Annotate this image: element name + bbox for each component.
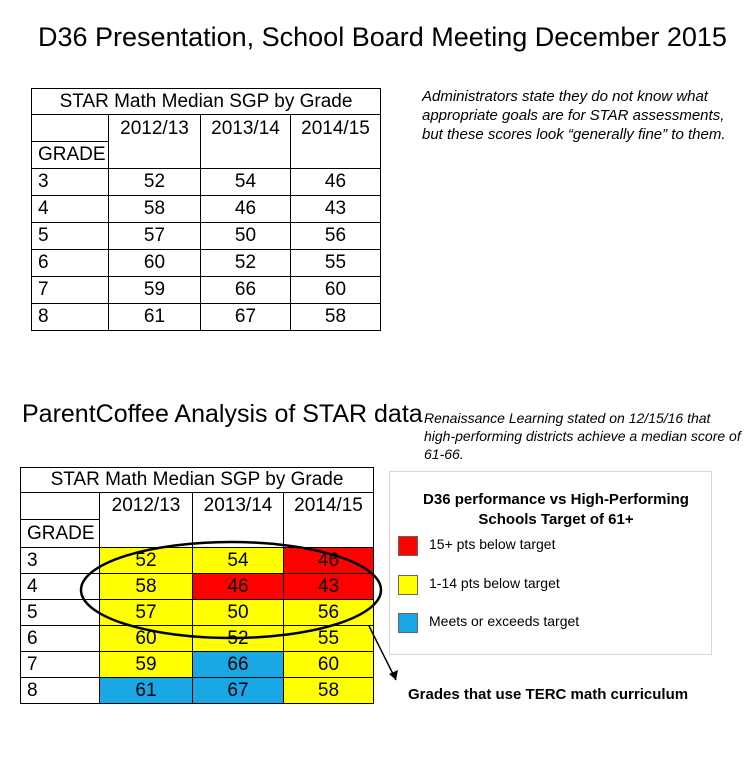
year-header: 2012/13	[109, 115, 201, 169]
grade-cell: 5	[21, 600, 100, 626]
heatmap-cell: 55	[284, 626, 374, 652]
grade-cell: 6	[21, 626, 100, 652]
score-cell: 57	[109, 223, 201, 250]
heatmap-cell: 54	[193, 548, 284, 574]
grade-header: GRADE	[32, 142, 109, 169]
score-cell: 52	[201, 250, 291, 277]
grade-cell: 8	[21, 678, 100, 704]
score-cell: 56	[291, 223, 381, 250]
score-cell: 55	[291, 250, 381, 277]
heatmap-cell: 52	[193, 626, 284, 652]
heatmap-cell: 60	[284, 652, 374, 678]
score-cell: 46	[291, 169, 381, 196]
grade-cell: 3	[21, 548, 100, 574]
score-cell: 61	[109, 304, 201, 331]
grade-header: GRADE	[21, 520, 100, 548]
heatmap-cell: 57	[100, 600, 193, 626]
callout-arrow-line	[369, 626, 396, 680]
year-header: 2014/15	[291, 115, 381, 169]
callout-arrow-head	[389, 670, 398, 680]
table-title: STAR Math Median SGP by Grade	[21, 468, 374, 493]
analysis-title: ParentCoffee Analysis of STAR data	[22, 400, 423, 428]
grade-cell: 4	[32, 196, 109, 223]
grade-cell: 4	[21, 574, 100, 600]
renaissance-note: Renaissance Learning stated on 12/15/16 that high-performing districts achieve a median score of 61-66.	[424, 410, 741, 462]
heatmap-cell: 61	[100, 678, 193, 704]
heatmap-cell: 46	[193, 574, 284, 600]
score-cell: 46	[201, 196, 291, 223]
score-cell: 50	[201, 223, 291, 250]
heatmap-cell: 59	[100, 652, 193, 678]
grade-cell: 6	[32, 250, 109, 277]
score-cell: 43	[291, 196, 381, 223]
grade-cell: 3	[32, 169, 109, 196]
presentation-title: D36 Presentation, School Board Meeting December 2015	[38, 22, 727, 52]
grade-cell: 5	[32, 223, 109, 250]
administrators-note: Administrators state they do not know what appropriate goals are for STAR assessments, but these scores look “generally fine” to them.	[422, 88, 726, 143]
grade-cell: 8	[32, 304, 109, 331]
heatmap-cell: 46	[284, 548, 374, 574]
score-cell: 58	[109, 196, 201, 223]
legend-label: Meets or exceeds target	[429, 613, 580, 629]
year-header: 2012/13	[100, 493, 193, 548]
score-cell: 67	[201, 304, 291, 331]
heatmap-cell: 58	[284, 678, 374, 704]
heatmap-cell: 52	[100, 548, 193, 574]
grade-cell: 7	[32, 277, 109, 304]
heatmap-cell: 58	[100, 574, 193, 600]
terc-caption: Grades that use TERC math curriculum	[408, 686, 689, 703]
table-title: STAR Math Median SGP by Grade	[32, 89, 381, 115]
score-cell: 52	[109, 169, 201, 196]
year-header: 2013/14	[193, 493, 284, 548]
score-cell: 60	[109, 250, 201, 277]
legend-label: 1-14 pts below target	[429, 575, 560, 591]
score-cell: 60	[291, 277, 381, 304]
heatmap-cell: 60	[100, 626, 193, 652]
year-header: 2013/14	[201, 115, 291, 169]
score-cell: 59	[109, 277, 201, 304]
terc-grades-ellipse	[81, 542, 381, 638]
score-cell: 66	[201, 277, 291, 304]
grade-cell: 7	[21, 652, 100, 678]
heatmap-cell: 50	[193, 600, 284, 626]
legend-label: 15+ pts below target	[429, 536, 556, 552]
score-cell: 58	[291, 304, 381, 331]
heatmap-cell: 43	[284, 574, 374, 600]
heatmap-cell: 67	[193, 678, 284, 704]
heatmap-cell: 56	[284, 600, 374, 626]
heatmap-cell: 66	[193, 652, 284, 678]
legend-title: D36 performance vs High-Performing Schools Target of 61+	[423, 491, 689, 528]
year-header: 2014/15	[284, 493, 374, 548]
score-cell: 54	[201, 169, 291, 196]
